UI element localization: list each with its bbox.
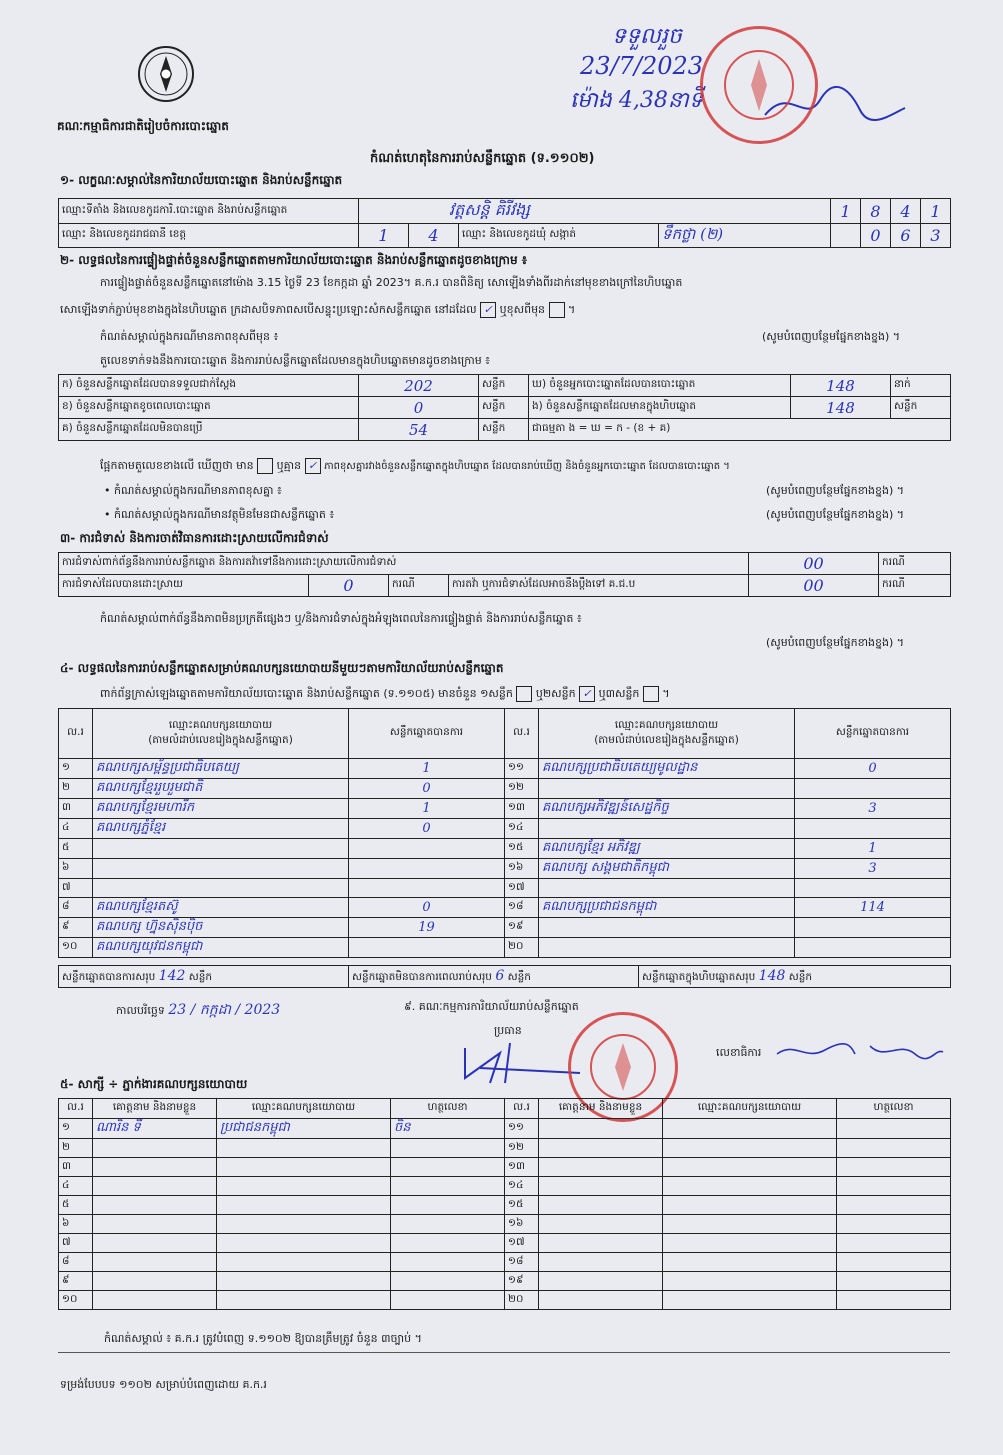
result-no: ៦ xyxy=(59,859,93,879)
witness-party[interactable] xyxy=(663,1291,837,1310)
party-name[interactable] xyxy=(539,938,795,958)
ballots-spoiled-value[interactable]: 0 xyxy=(359,397,479,419)
table-row xyxy=(59,839,951,859)
witness-no: ១ xyxy=(59,1119,93,1139)
seal-changed-checkbox[interactable] xyxy=(549,302,565,318)
unit-case-label: ករណី xyxy=(389,575,449,597)
date-label: កាលបរិច្ឆេទ xyxy=(116,1004,165,1017)
result-no: ១២ xyxy=(505,779,539,799)
section4-heading: ៤- លទ្ធផលនៃការរាប់សន្លឹកឆ្នោតសម្រាប់គណបក្សនយោបាយនីមួយៗតាមការិយាល័យរាប់សន្លឹកឆ្នោត xyxy=(60,661,504,675)
witness-name[interactable] xyxy=(93,1215,217,1234)
witness-no: ១៥ xyxy=(505,1196,539,1215)
result-no: ១ xyxy=(59,759,93,779)
section2-line3-note: (សូមបំពេញបន្ថែមផ្នែកខាងខ្នង) ។ xyxy=(762,330,901,343)
witness-party[interactable] xyxy=(663,1215,837,1234)
table-row xyxy=(59,1177,951,1196)
footer-form-ref: ទម្រង់បែបបទ ១១០២ សម្រាប់បំពេញដោយ គ.ក.រ xyxy=(60,1378,267,1391)
ballots-unused-value[interactable]: 54 xyxy=(359,419,479,441)
commune-code-3[interactable]: 3 xyxy=(921,224,951,248)
party-votes[interactable]: 3 xyxy=(795,859,951,879)
secretary-signature-icon xyxy=(775,1036,945,1064)
table-row xyxy=(59,859,951,879)
result-no: ៤ xyxy=(59,819,93,839)
two-sheets-checkbox[interactable]: ✓ xyxy=(579,686,595,702)
witness-sign[interactable] xyxy=(391,1291,505,1310)
section2-line2-text: សោឡើងទាក់ភ្ជាប់មុខខាងក្នុងនៃហិបឆ្នោត ក្រដាសបិទភាពសបើសន្ទុះប្រឡោះសំកសន្លឹកឆ្នោត នៅដដែល xyxy=(60,303,477,316)
witness-no: ១៩ xyxy=(505,1272,539,1291)
table-row xyxy=(59,898,951,918)
witness-sign[interactable] xyxy=(837,1119,951,1139)
col-votes: សន្លឹកឆ្នោតបានការ xyxy=(349,709,505,759)
complaints-row1-value[interactable]: 00 xyxy=(749,553,879,575)
party-votes[interactable] xyxy=(349,879,505,898)
witness-no: ៤ xyxy=(59,1177,93,1196)
witness-no: ១២ xyxy=(505,1139,539,1158)
table-row xyxy=(59,759,951,779)
section1-row2-label: ឈ្មោះ និងលេខកូដរាជធានី ខេត្ត xyxy=(59,224,359,248)
table-row xyxy=(59,1291,951,1310)
footer-divider xyxy=(58,1352,950,1353)
witness-sign[interactable] xyxy=(391,1158,505,1177)
witness-sign[interactable] xyxy=(391,1196,505,1215)
witness-table xyxy=(58,1098,951,1310)
nec-logo-icon xyxy=(136,44,196,104)
table-row xyxy=(59,1272,951,1291)
table-row xyxy=(59,1234,951,1253)
total-invalid-value[interactable]: 6 xyxy=(495,967,505,984)
witness-name[interactable] xyxy=(539,1272,663,1291)
section2-line6: • កំណត់សម្គាល់ក្នុងករណីមានភាពខុសគ្នា ៖ xyxy=(104,484,282,497)
result-no: ២ xyxy=(59,779,93,799)
result-no: ១៤ xyxy=(505,819,539,839)
section2-line7-note: (សូមបំពេញបន្ថែមផ្នែកខាងខ្នង) ។ xyxy=(766,508,905,521)
section2-heading: ២- លទ្ធផលនៃការផ្ទៀងផ្ទាត់ចំនួនសន្លឹកឆ្នោតតាមការិយាល័យបោះឆ្នោត និងរាប់សន្លឹកឆ្នោតដូចខាងក្រោម ៖ xyxy=(60,253,528,267)
result-no: ២០ xyxy=(505,938,539,958)
result-no: ១០ xyxy=(59,938,93,958)
receipt-line2: 23/7/2023 xyxy=(580,52,704,80)
witness-party[interactable] xyxy=(217,1177,391,1196)
party-name[interactable] xyxy=(93,839,349,859)
witness-party[interactable] xyxy=(663,1253,837,1272)
party-votes[interactable]: 114 xyxy=(795,898,951,918)
witness-party[interactable] xyxy=(217,1196,391,1215)
discrepancy-text: ភាពខុសគ្នារវាងចំនួនសន្លឹកឆ្នោតក្នុងហិបឆ្នោត ដែលបានរាប់ឃើញ និងចំនួនអ្នកបោះឆ្នោត ដែលបានបោះឆ្នោត ។ xyxy=(324,461,730,472)
party-name[interactable]: គណបក្សខ្មែរ អភិវឌ្ឍ xyxy=(539,839,795,859)
witness-sign[interactable] xyxy=(837,1234,951,1253)
party-name[interactable]: គណបក្ស សង្គមជាតិកម្ពុជា xyxy=(539,859,795,879)
witness-sign[interactable] xyxy=(391,1253,505,1272)
witness-no: ៧ xyxy=(59,1234,93,1253)
party-name[interactable] xyxy=(539,779,795,799)
commune-code-2[interactable]: 6 xyxy=(891,224,921,248)
table-row xyxy=(59,779,951,799)
witness-party[interactable] xyxy=(217,1291,391,1310)
table-row xyxy=(59,879,951,898)
party-votes[interactable]: 19 xyxy=(349,918,505,938)
witness-no: ៣ xyxy=(59,1158,93,1177)
party-votes[interactable]: 1 xyxy=(349,799,505,819)
total-invalid-cell: សន្លឹកឆ្នោតមិនបានការពេលរាប់សរុប 6 សន្លឹក xyxy=(349,966,639,988)
ballots-received-label: ក) ចំនួនសន្លឹកឆ្នោតដែលបានទទួលជាក់ស្តែង xyxy=(59,375,359,397)
party-name[interactable]: គណបក្សភ្នំខ្មែរ xyxy=(93,819,349,839)
section2-line5 xyxy=(100,458,730,475)
witness-party[interactable] xyxy=(217,1234,391,1253)
discrepancy-no-label: ឬគ្មាន xyxy=(276,459,302,472)
witness-name[interactable] xyxy=(539,1139,663,1158)
witness-party[interactable] xyxy=(217,1272,391,1291)
party-votes[interactable] xyxy=(349,839,505,859)
result-no: ១៣ xyxy=(505,799,539,819)
party-votes[interactable] xyxy=(349,859,505,879)
table-row xyxy=(59,819,951,839)
party-name[interactable]: គណបក្សអភិវឌ្ឍន៍សេដ្ឋកិច្ច xyxy=(539,799,795,819)
witness-name[interactable]: ណារិន ទី xyxy=(93,1119,217,1139)
voters-voted-value[interactable]: 148 xyxy=(791,375,891,397)
section4-intro-text: ពាក់ព័ន្ធក្រាស់ឡេងឆ្នោតតាមការិយាល័យបោះឆ្នោត និងរាប់សន្លឹកឆ្នោត (ទ.១១០៥) មានចំនួន ១សន្លឹក xyxy=(100,687,513,700)
table-row xyxy=(59,1215,951,1234)
party-votes[interactable]: 1 xyxy=(349,759,505,779)
section2-line6-note: (សូមបំពេញបន្ថែមផ្នែកខាងខ្នង) ។ xyxy=(766,484,905,497)
col-party: ឈ្មោះគណបក្សនយោបាយ xyxy=(663,1099,837,1119)
table-row xyxy=(59,918,951,938)
witness-no: ១៦ xyxy=(505,1215,539,1234)
complaints-resolved-value[interactable]: 0 xyxy=(309,575,389,597)
witness-sign[interactable] xyxy=(391,1215,505,1234)
witness-name[interactable] xyxy=(539,1177,663,1196)
date-value[interactable]: 23 / កក្កដា / 2023 xyxy=(168,1002,281,1018)
witness-sign[interactable] xyxy=(837,1139,951,1158)
result-no: ១៩ xyxy=(505,918,539,938)
witness-party[interactable] xyxy=(217,1158,391,1177)
section3-heading: ៣- ការជំទាស់ និងការចាត់វិធានការដោះស្រាយលើការជំទាស់ xyxy=(60,531,329,545)
ballot-figures-table xyxy=(58,374,951,441)
witness-name[interactable] xyxy=(539,1215,663,1234)
two-sheets-label: ឬ២សន្លឹក xyxy=(535,687,576,700)
witness-sign[interactable] xyxy=(391,1234,505,1253)
receipt-line1: ទទួលរួច xyxy=(612,24,682,49)
province-code-1[interactable]: 1 xyxy=(359,224,409,248)
footer-note: កំណត់សម្គាល់ ៖ គ.ក.រ ត្រូវបំពេញ ទ.១១០២ ឱ្យបានត្រឹមត្រូវ ចំនួន ៣ច្បាប់ ។ xyxy=(104,1332,422,1345)
commune-code-1[interactable]: 0 xyxy=(861,224,891,248)
section5-heading: ៥- សាក្សី ÷ ភ្នាក់ងារគណបក្សនយោបាយ xyxy=(60,1077,248,1091)
committee-name: គណៈកម្មាធិការជាតិរៀបចំការបោះឆ្នោត xyxy=(57,119,229,133)
party-votes[interactable] xyxy=(795,779,951,799)
witness-party[interactable] xyxy=(663,1196,837,1215)
ballots-in-box-value[interactable]: 148 xyxy=(791,397,891,419)
witness-party[interactable] xyxy=(663,1177,837,1196)
witness-sign[interactable] xyxy=(837,1215,951,1234)
witness-party[interactable] xyxy=(217,1215,391,1234)
results-table xyxy=(58,708,951,958)
table-row xyxy=(59,799,951,819)
table-row xyxy=(59,1196,951,1215)
col-votes: សន្លឹកឆ្នោតបានការ xyxy=(795,709,951,759)
ballots-received-value[interactable]: 202 xyxy=(359,375,479,397)
witness-party[interactable] xyxy=(217,1253,391,1272)
section2-line3: កំណត់សម្គាល់ក្នុងករណីមានភាពខុសពីមុន ៖ xyxy=(100,330,279,343)
discrepancy-question: ផ្អែកតាមតួលេខខាងលើ ឃើញថា មាន xyxy=(100,459,254,472)
result-no: ១៦ xyxy=(505,859,539,879)
witness-name[interactable] xyxy=(93,1158,217,1177)
party-name[interactable]: គណបក្សខ្មែរតស៊ូ xyxy=(93,898,349,918)
appeals-label: ការតវ៉ា ឬការជំទាស់ដែលអាចនឹងប្តឹងទៅ គ.ជ.ប xyxy=(449,575,749,597)
party-name[interactable] xyxy=(539,918,795,938)
secretary-label: លេខាធិការ xyxy=(716,1046,762,1059)
section2-line2: សោឡើងទាក់ភ្ជាប់មុខខាងក្នុងនៃហិបឆ្នោត ក្រដាសបិទភាពសបើសន្ទុះប្រឡោះសំកសន្លឹកឆ្នោត នៅដដែល ✓ ឬខុសពីមុន ។ xyxy=(60,303,576,316)
section3-note2: (សូមបំពេញបន្ថែមផ្នែកខាងខ្នង) ។ xyxy=(766,636,905,649)
complaints-row1-label: ការជំទាស់ពាក់ព័ន្ធនឹងការរាប់សន្លឹកឆ្នោត និងការតវ៉ាទៅនឹងការដោះស្រាយលើការជំទាស់ xyxy=(59,553,749,575)
result-no: ១៨ xyxy=(505,898,539,918)
party-name[interactable] xyxy=(539,879,795,898)
witness-name[interactable] xyxy=(93,1196,217,1215)
party-name[interactable]: គណបក្សប្រជាជនកម្ពុជា xyxy=(539,898,795,918)
party-name[interactable] xyxy=(93,879,349,898)
party-name[interactable]: គណបក្ស ហ្វ៊ុនស៊ិនប៉ិច xyxy=(93,918,349,938)
party-name[interactable]: គណបក្សយុវជនកម្ពុជា xyxy=(93,938,349,958)
col-no: ល.រ xyxy=(505,1099,539,1119)
party-votes[interactable]: 3 xyxy=(795,799,951,819)
witness-sign[interactable] xyxy=(391,1177,505,1196)
col-no: ល.រ xyxy=(59,1099,93,1119)
witness-name[interactable] xyxy=(93,1139,217,1158)
witness-name[interactable] xyxy=(539,1234,663,1253)
commune-label: ឈ្មោះ និងលេខកូដឃុំ សង្កាត់ xyxy=(459,224,659,248)
witness-no: ២០ xyxy=(505,1291,539,1310)
witness-no: ៨ xyxy=(59,1253,93,1272)
col-party: ឈ្មោះគណបក្សនយោបាយ (តាមលំដាប់លេខរៀងក្នុងសន្លឹកឆ្នោត) xyxy=(539,709,795,759)
witness-party[interactable] xyxy=(663,1119,837,1139)
table-row xyxy=(59,1139,951,1158)
totals-table xyxy=(58,965,951,988)
col-sign: ហត្ថលេខា xyxy=(391,1099,505,1119)
witness-party[interactable] xyxy=(663,1139,837,1158)
witness-no: ៥ xyxy=(59,1196,93,1215)
ballots-spoiled-label: ខ) ចំនួនសន្លឹកឆ្នោតខូចពេលបោះឆ្នោត xyxy=(59,397,359,419)
table-row xyxy=(59,938,951,958)
location-code-4[interactable]: 1 xyxy=(921,199,951,224)
section4-intro: ពាក់ព័ន្ធក្រាស់ឡេងឆ្នោតតាមការិយាល័យបោះឆ្នោត និងរាប់សន្លឹកឆ្នោត (ទ.១១០៥) មានចំនួន ១សន្លឹក ឬ២សន្លឹក ✓ ឬ៣សន្លឹក ។ xyxy=(100,687,670,700)
witness-sign[interactable] xyxy=(837,1177,951,1196)
witness-name[interactable] xyxy=(539,1119,663,1139)
section3-note: កំណត់សម្គាល់ពាក់ព័ន្ធនឹងភាពមិនប្រក្រតីផ្សេងៗ ឬ/និងការជំទាស់ក្នុងអំឡុងពេលនៃការផ្ទៀងផ្ទាត់ និងការរាប់សន្លឹកឆ្នោត ៖ xyxy=(100,612,582,625)
seal-intact-checkbox[interactable]: ✓ xyxy=(480,302,496,318)
witness-name[interactable] xyxy=(93,1253,217,1272)
witness-sign[interactable] xyxy=(837,1158,951,1177)
ballots-unused-label: គ) ចំនួនសន្លឹកឆ្នោតដែលមិនបានប្រើ xyxy=(59,419,359,441)
witness-name[interactable] xyxy=(539,1291,663,1310)
party-votes[interactable]: 0 xyxy=(349,819,505,839)
witness-name[interactable] xyxy=(93,1177,217,1196)
discrepancy-no-checkbox[interactable]: ✓ xyxy=(305,458,321,474)
result-no: ៧ xyxy=(59,879,93,898)
unit-person-label: នាក់ xyxy=(891,375,951,397)
ballots-in-box-label: ង) ចំនួនសន្លឹកឆ្នោតដែលមានក្នុងហិបឆ្នោត xyxy=(529,397,791,419)
col-name: គោត្តនាម និងនាមខ្លួន xyxy=(93,1099,217,1119)
one-sheet-checkbox[interactable] xyxy=(516,686,532,702)
result-no: ៣ xyxy=(59,799,93,819)
witness-no: ៩ xyxy=(59,1272,93,1291)
party-name[interactable]: គណបក្សខ្មែរមហារីក xyxy=(93,799,349,819)
table-row xyxy=(59,1158,951,1177)
witness-party[interactable] xyxy=(663,1272,837,1291)
witness-name[interactable] xyxy=(93,1291,217,1310)
witness-name[interactable] xyxy=(539,1253,663,1272)
table-row xyxy=(59,1253,951,1272)
witness-party[interactable] xyxy=(663,1234,837,1253)
total-box-value[interactable]: 148 xyxy=(758,967,786,984)
total-valid-cell: សន្លឹកឆ្នោតបានការសរុប 142 សន្លឹក xyxy=(59,966,349,988)
col-no: ល.រ xyxy=(505,709,539,759)
result-no: ៨ xyxy=(59,898,93,918)
result-no: ១១ xyxy=(505,759,539,779)
receipt-line3: ម៉ោង 4,38នាទី xyxy=(570,88,703,113)
commune-name-value[interactable]: ទឹកថ្លា (២) xyxy=(659,224,831,248)
witness-name[interactable] xyxy=(539,1158,663,1177)
witness-sign[interactable] xyxy=(391,1139,505,1158)
formula-text: ជាធម្មតា ង = ឃ = ក - (ខ + គ) xyxy=(529,419,951,441)
province-code-2[interactable]: 4 xyxy=(409,224,459,248)
witness-name[interactable] xyxy=(93,1234,217,1253)
total-valid-value[interactable]: 142 xyxy=(158,967,186,984)
result-no: ១៧ xyxy=(505,879,539,898)
section1-table xyxy=(58,198,951,248)
witness-sign[interactable] xyxy=(837,1253,951,1272)
appeals-value[interactable]: 00 xyxy=(749,575,879,597)
location-code-3[interactable]: 4 xyxy=(891,199,921,224)
table-row xyxy=(59,1119,951,1139)
location-name-value[interactable]: វត្តសន្តិ គិរីវង្ស xyxy=(359,199,831,224)
party-votes[interactable]: 0 xyxy=(349,779,505,799)
section2-line4: តួលេខទាក់ទងនឹងការបោះឆ្នោត និងការរាប់សន្លឹកឆ្នោតដែលមានក្នុងហិបឆ្នោតមានដូចខាងក្រោម ៖ xyxy=(100,354,491,367)
result-no: ៥ xyxy=(59,839,93,859)
section1-heading: ១- លក្ខណៈសម្គាល់នៃការិយាល័យបោះឆ្នោត និងរាប់សន្លឹកឆ្នោត xyxy=(60,173,343,187)
location-code-2[interactable]: 8 xyxy=(861,199,891,224)
section2-line1: ការផ្ទៀងផ្ទាត់ចំនួនសន្លឹកឆ្នោតនៅម៉ោង 3.15 ថ្ងៃទី 23 ខែកក្កដា ឆ្នាំ 2023។ គ.ក.រ បានពិនិត្យ សោឡើងទាំងពីរដាក់នៅមុខខាងក្រៅនៃហិបឆ្នោត xyxy=(100,276,683,289)
discrepancy-yes-checkbox[interactable] xyxy=(257,458,273,474)
unit-label: សន្លឹក xyxy=(479,397,529,419)
party-votes[interactable] xyxy=(349,938,505,958)
col-no: ល.រ xyxy=(59,709,93,759)
col-sign: ហត្ថលេខា xyxy=(837,1099,951,1119)
witness-sign[interactable] xyxy=(837,1272,951,1291)
official-stamp-top xyxy=(700,26,818,144)
witness-name[interactable] xyxy=(93,1272,217,1291)
unit-label: សន្លឹក xyxy=(479,419,529,441)
voters-voted-label: ឃ) ចំនួនអ្នកបោះឆ្នោតដែលបានបោះឆ្នោត xyxy=(529,375,791,397)
result-no: ១៥ xyxy=(505,839,539,859)
witness-no: ១៨ xyxy=(505,1253,539,1272)
party-name[interactable] xyxy=(93,859,349,879)
witness-no: ១៤ xyxy=(505,1177,539,1196)
section2-line7: • កំណត់សម្គាល់ក្នុងករណីមានវត្ថុមិនមែនជាសន្លឹកឆ្នោត ៖ xyxy=(104,508,335,521)
witness-no: ១៧ xyxy=(505,1234,539,1253)
total-box-cell: សន្លឹកឆ្នោតក្នុងហិបឆ្នោតសរុប 148 សន្លឹក xyxy=(639,966,951,988)
party-votes[interactable]: 0 xyxy=(349,898,505,918)
party-name[interactable]: គណបក្សខ្មែររួបរួមជាតិ xyxy=(93,779,349,799)
party-name[interactable]: គណបក្សសម្ព័ន្ធប្រជាធិបតេយ្យ xyxy=(93,759,349,779)
unit-label: សន្លឹក xyxy=(891,397,951,419)
section1-row1-label: ឈ្មោះទីតាំង និងលេខកូដការិ.បោះឆ្នោត និងរាប់សន្លឹកឆ្នោត xyxy=(59,199,359,224)
party-votes[interactable] xyxy=(795,879,951,898)
three-sheets-label: ឬ៣សន្លឹក xyxy=(598,687,640,700)
chair-label: ប្រធាន xyxy=(494,1024,522,1037)
location-code-1[interactable]: 1 xyxy=(831,199,861,224)
witness-sign[interactable] xyxy=(837,1196,951,1215)
witness-party[interactable] xyxy=(217,1139,391,1158)
complaints-resolved-label: ការជំទាស់ដែលបានដោះស្រាយ xyxy=(59,575,309,597)
col-party: ឈ្មោះគណបក្សនយោបាយ (តាមលំដាប់លេខរៀងក្នុងសន្លឹកឆ្នោត) xyxy=(93,709,349,759)
witness-no: ១៣ xyxy=(505,1158,539,1177)
witness-no: ២ xyxy=(59,1139,93,1158)
party-votes[interactable] xyxy=(795,819,951,839)
party-name[interactable] xyxy=(539,819,795,839)
party-votes[interactable] xyxy=(795,918,951,938)
unit-label: សន្លឹក xyxy=(479,375,529,397)
party-votes[interactable]: 0 xyxy=(795,759,951,779)
party-votes[interactable] xyxy=(795,938,951,958)
witness-party[interactable] xyxy=(663,1158,837,1177)
party-votes[interactable]: 1 xyxy=(795,839,951,859)
witness-sign[interactable] xyxy=(837,1291,951,1310)
witness-sign[interactable]: ចិន xyxy=(391,1119,505,1139)
witness-name[interactable] xyxy=(539,1196,663,1215)
col-party: ឈ្មោះគណបក្សនយោបាយ xyxy=(217,1099,391,1119)
unit-case-label: ករណី xyxy=(879,553,951,575)
three-sheets-checkbox[interactable] xyxy=(643,686,659,702)
unit-case-label: ករណី xyxy=(879,575,951,597)
witness-no: ១០ xyxy=(59,1291,93,1310)
result-no: ៩ xyxy=(59,918,93,938)
committee-sign-label: ៩. គណៈកម្មការការិយាល័យរាប់សន្លឹកឆ្នោត xyxy=(404,1000,579,1013)
complaints-table xyxy=(58,552,951,597)
party-name[interactable]: គណបក្សប្រជាធិបតេយ្យមូលដ្ឋាន xyxy=(539,759,795,779)
witness-no: ១១ xyxy=(505,1119,539,1139)
col-name: គោត្តនាម និងនាមខ្លួន xyxy=(539,1099,663,1119)
witness-sign[interactable] xyxy=(391,1272,505,1291)
date-line xyxy=(116,1000,280,1021)
witness-party[interactable]: ប្រជាជនកម្ពុជា xyxy=(217,1119,391,1139)
witness-no: ៦ xyxy=(59,1215,93,1234)
section2-line2-suffix: ឬខុសពីមុន xyxy=(499,303,546,316)
form-title: កំណត់ហេតុនៃការរាប់សន្លឹកឆ្នោត (ទ.១១០២) xyxy=(370,151,595,166)
